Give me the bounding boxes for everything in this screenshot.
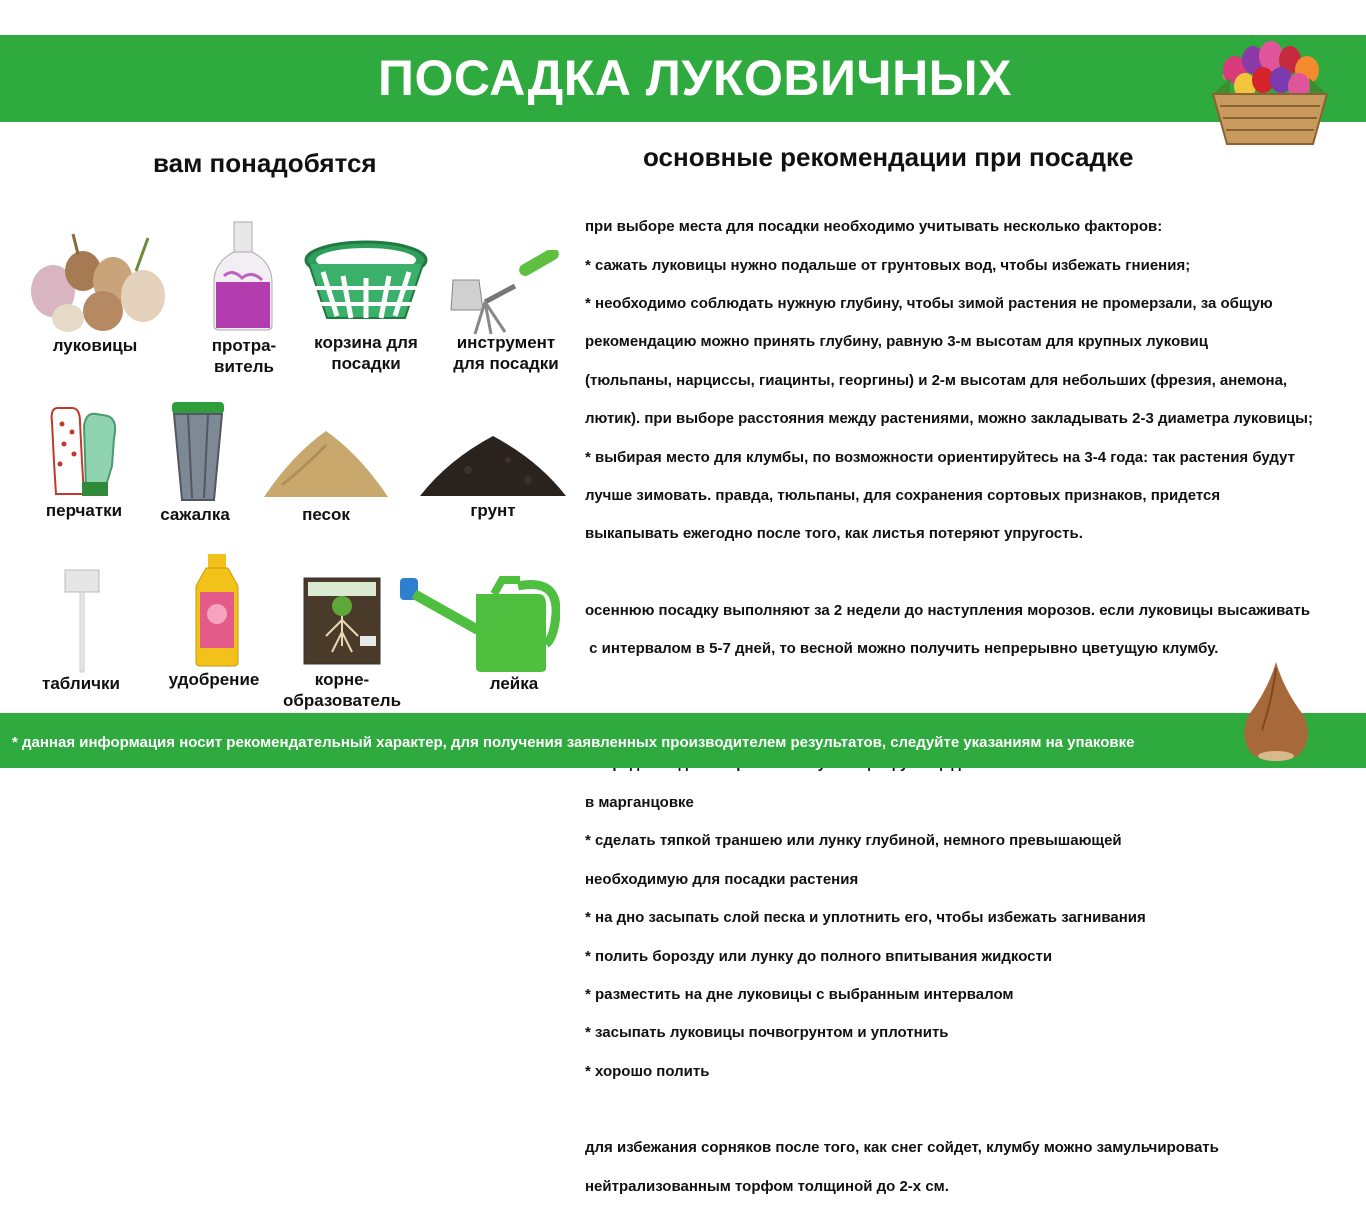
sand-image xyxy=(262,425,390,503)
recommendation-line: рекомендацию можно принять глубину, равную 3-м высотам для крупных луковиц xyxy=(585,333,1208,351)
recommendation-line: * разместить на дне луковицы с выбранным интервалом xyxy=(585,985,1014,1003)
recommendation-line: осеннюю посадку выполняют за 2 недели до наступления морозов. если луковицы высаживать xyxy=(585,602,1311,620)
tulip-bulb-image xyxy=(1238,660,1314,764)
bulbs-image xyxy=(18,226,178,336)
flower-basket-image xyxy=(1195,8,1345,148)
recommendation-line: * хорошо полить xyxy=(585,1062,710,1080)
plant-labels-label: таблички xyxy=(42,674,120,693)
fertilizer-label: удобрение xyxy=(168,670,260,689)
planting-tool-image xyxy=(445,250,565,340)
recommendation-line: в марганцовке xyxy=(585,793,694,811)
recommendation-line: * выбирая место для клумбы, по возможности ориентируйтесь на 3-4 года: так растения будут xyxy=(585,448,1295,466)
recommendation-line: выкапывать ежегодно после того, как листья потеряют упругость. xyxy=(585,525,1083,543)
plant-labels-image xyxy=(62,568,102,674)
fertilizer-image xyxy=(192,552,242,668)
gloves-image xyxy=(42,402,126,500)
root-former-image xyxy=(302,576,382,666)
soil-image xyxy=(418,430,568,500)
recommendation-line: * на дно засыпать слой песка и уплотнить его, чтобы избежать загнивания xyxy=(585,909,1146,927)
disinfectant-image xyxy=(212,220,274,332)
right-heading: основные рекомендации при посадке xyxy=(643,142,1134,172)
recommendation-line: лучше зимовать. правда, тюльпаны, для сохранения сортовых признаков, придется xyxy=(585,487,1221,505)
recommendation-line: лютик). при выборе расстояния между растениями, можно закладывать 2-3 диаметра луковицы; xyxy=(585,410,1313,428)
planter-image xyxy=(168,400,228,504)
recommendation-line: * сажать луковицы нужно подальше от грунтовых вод, чтобы избежать гниения; xyxy=(585,256,1191,274)
sand-label: песок xyxy=(302,505,350,524)
bulbs-label: луковицы xyxy=(52,336,138,355)
disinfectant-label: протра- витель xyxy=(211,336,277,376)
watering-can-label: лейка xyxy=(489,674,539,693)
recommendation-line: для избежания сорняков после того, как снег сойдет, клумбу можно замульчировать xyxy=(585,1139,1219,1157)
recommendation-line: при выборе места для посадки необходимо учитывать несколько факторов: xyxy=(585,218,1163,236)
left-heading: вам понадобятся xyxy=(153,148,377,178)
recommendation-line: * необходимо соблюдать нужную глубину, чтобы зимой растения не промерзали, за общую xyxy=(585,295,1273,313)
planter-label: сажалка xyxy=(160,505,230,524)
recommendation-line: * засыпать луковицы почвогрунтом и уплотнить xyxy=(585,1024,949,1042)
watering-can-image xyxy=(398,574,560,674)
recommendation-line: с интервалом в 5-7 дней, то весной можно получить непрерывно цветущую клумбу. xyxy=(585,640,1219,658)
recommendation-line: * полить борозду или лунку до полного впитывания жидкости xyxy=(585,947,1053,965)
soil-label: грунт xyxy=(470,501,516,520)
planting-tool-label: инструмент для посадки xyxy=(453,333,559,373)
recommendation-line: нейтрализованным торфом толщиной до 2-х см. xyxy=(585,1177,949,1195)
page-title: ПОСАДКА ЛУКОВИЧНЫХ xyxy=(378,50,1012,106)
recommendation-line: (тюльпаны, нарциссы, гиацинты, георгины) и 2-м высотам для небольших (фрезия, анемона, xyxy=(585,371,1288,389)
recommendation-line: необходимую для посадки растения xyxy=(585,870,859,888)
gloves-label: перчатки xyxy=(45,501,123,520)
footer-bar xyxy=(0,713,1366,768)
footer-note: * данная информация носит рекомендательный характер, для получения заявленных производителем результатов, следуйте указаниям на упаковке xyxy=(12,734,1135,751)
root-former-label: корне- образователь xyxy=(282,670,402,710)
planting-basket-label: корзина для посадки xyxy=(314,333,418,373)
recommendation-line: * сделать тяпкой траншею или лунку глубиной, немного превышающей xyxy=(585,832,1122,850)
planting-basket-image xyxy=(303,238,429,326)
title-banner xyxy=(0,35,1366,122)
